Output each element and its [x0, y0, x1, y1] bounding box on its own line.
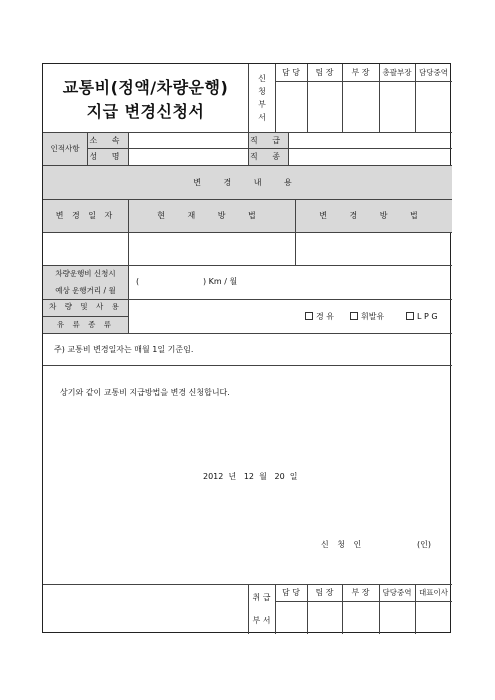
diesel-checkbox[interactable] [305, 312, 313, 320]
approval-top-sign-4[interactable] [379, 82, 415, 132]
job-type-label: 직 종 [250, 152, 286, 161]
distance-label-line1: 차량운행비 신청시 [55, 269, 116, 278]
name-field[interactable] [129, 149, 248, 165]
distance-label-line2: 예상 운행거리 / 월 [55, 286, 116, 295]
date-month-unit: 월 [259, 472, 267, 481]
approval-top-header-2: 팀 장 [315, 68, 334, 77]
job-type-field[interactable] [289, 149, 452, 165]
approval-bottom-header-5: 대표이사 [419, 588, 448, 597]
fuel-label-line1: 차 량 및 사 용 [49, 302, 122, 311]
approval-top-header-3: 부 장 [351, 68, 370, 77]
approval-bottom-sign-4[interactable] [379, 602, 415, 634]
fuel-option-diesel[interactable]: 경 유 [305, 312, 334, 321]
personal-info-label: 인적사항 [50, 144, 80, 153]
distance-input[interactable] [143, 274, 201, 288]
handling-dept-label-2: 부 서 [252, 616, 271, 625]
change-date-label: 변 경 일 자 [55, 211, 116, 220]
distance-open-paren: ( [136, 277, 140, 286]
change-content-header: 변 경 내 용 [193, 178, 302, 187]
applicant-label: 신 청 인 [321, 540, 365, 549]
approval-top-sign-3[interactable] [342, 82, 379, 132]
date-year-unit: 년 [228, 472, 237, 481]
note-text: 주) 교통비 변경일자는 매월 1일 기준임. [54, 345, 194, 354]
approval-top-sign-2[interactable] [307, 82, 342, 132]
approval-bottom-header-3: 부 장 [351, 588, 370, 597]
fuel-option-lpg[interactable]: L P G [406, 312, 438, 321]
current-method-label: 현 재 방 법 [157, 211, 266, 220]
change-date-field[interactable] [44, 233, 128, 265]
current-method-field[interactable] [129, 233, 295, 265]
approval-top-sign-1[interactable] [275, 82, 307, 132]
approval-top-sign-5[interactable] [415, 82, 452, 132]
approval-bottom-sign-1[interactable] [275, 602, 307, 634]
approval-bottom-sign-3[interactable] [342, 602, 379, 634]
statement-text: 상기와 같이 교통비 지급방법을 변경 신청합니다. [60, 388, 230, 397]
approval-bottom-header-2: 팀 장 [315, 588, 334, 597]
approval-bottom-header-4: 담당중역 [382, 588, 412, 597]
fuel-option-gasoline[interactable]: 휘발유 [350, 312, 384, 321]
affiliation-field[interactable] [129, 133, 248, 148]
gasoline-checkbox[interactable] [350, 312, 358, 320]
approval-top-header-4: 총괄부장 [382, 68, 412, 77]
approval-top-header-1: 담 당 [282, 68, 300, 77]
date-month[interactable]: 12 [243, 472, 255, 481]
form-title-line1: 교통비(정액/차량운행) [62, 78, 229, 97]
seal-mark: (인) [417, 540, 431, 549]
date-day[interactable]: 20 [274, 472, 285, 481]
approval-bottom-header-1: 담 당 [282, 588, 300, 597]
date-day-unit: 일 [289, 472, 298, 481]
fuel-label-line2: 유 류 종 류 [56, 320, 115, 329]
approval-bottom-sign-2[interactable] [307, 602, 342, 634]
distance-unit: ) Km / 월 [203, 277, 238, 286]
position-label: 직 급 [250, 136, 286, 145]
applicant-department-label: 신 청 부 서 [258, 74, 266, 122]
approval-top-header-5: 담당중역 [419, 68, 448, 77]
affiliation-label: 소 속 [89, 136, 126, 145]
form-title-line2: 지급 변경신청서 [86, 102, 205, 121]
new-method-field[interactable] [296, 233, 452, 265]
handling-dept-label-1: 취 급 [252, 593, 271, 602]
application-date [203, 473, 298, 481]
application-form [42, 63, 451, 633]
applicant-name-field[interactable] [361, 536, 411, 550]
position-field[interactable] [289, 133, 452, 148]
approval-bottom-sign-5[interactable] [415, 602, 452, 634]
new-method-label: 변 경 방 법 [319, 211, 428, 220]
lpg-checkbox[interactable] [406, 312, 414, 320]
date-year[interactable]: 2012 [203, 472, 224, 481]
name-label: 성 명 [89, 152, 126, 161]
